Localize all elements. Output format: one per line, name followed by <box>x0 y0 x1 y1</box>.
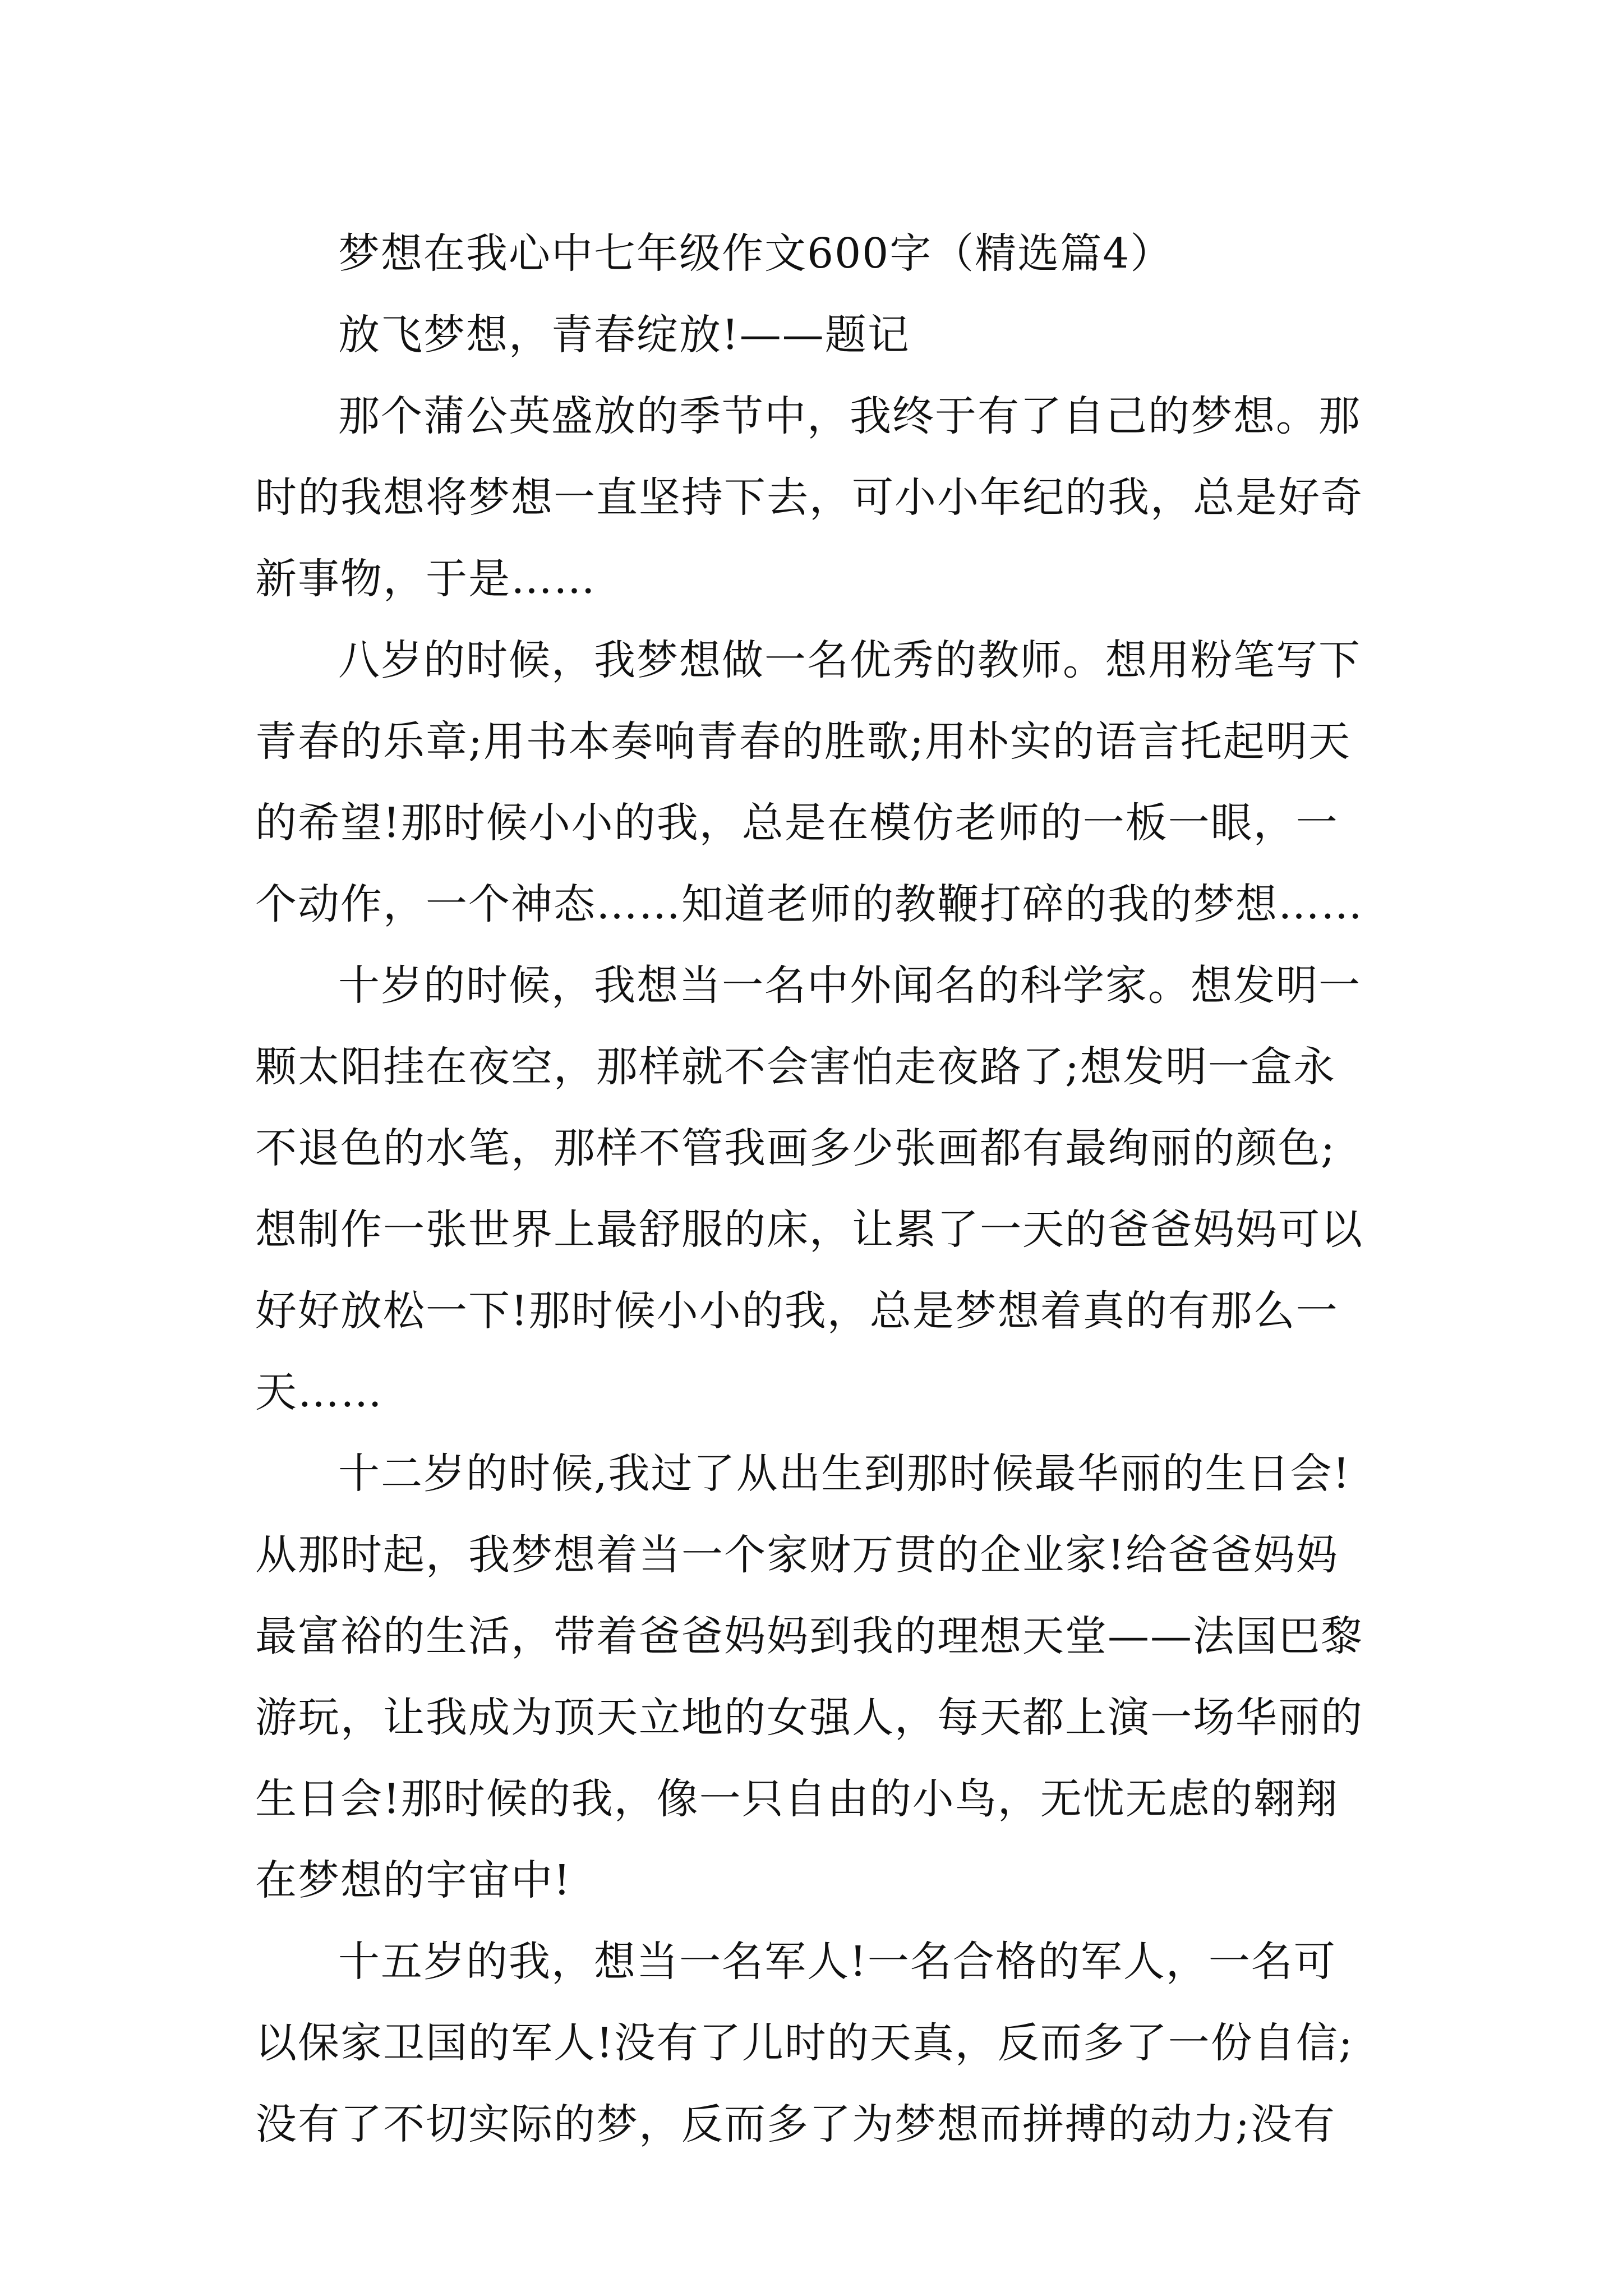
document-page <box>255 213 1388 2165</box>
paragraph-line: 十五岁的我，想当一名军人!一名合格的军人，一名可 <box>338 1938 1336 1986</box>
paragraph-line: 那个蒲公英盛放的季节中，我终于有了自己的梦想。那 <box>338 392 1361 440</box>
paragraph-line: 游玩，让我成为顶天立地的女强人，每天都上演一场华丽的 <box>255 1694 1363 1742</box>
document-subtitle: 放飞梦想，青春绽放!——题记 <box>338 311 910 359</box>
paragraph-line: 十岁的时候，我想当一名中外闻名的科学家。想发明一 <box>338 961 1361 1010</box>
paragraph-line: 天…… <box>255 1368 383 1416</box>
paragraph-line: 八岁的时候，我梦想做一名优秀的教师。想用粉笔写下 <box>338 636 1361 684</box>
paragraph-line: 新事物，于是…… <box>255 555 596 603</box>
paragraph-line: 好好放松一下!那时候小小的我，总是梦想着真的有那么一 <box>255 1287 1339 1335</box>
paragraph-2 <box>255 620 1388 945</box>
paragraph-line: 从那时起，我梦想着当一个家财万贯的企业家!给爸爸妈妈 <box>255 1531 1339 1579</box>
paragraph-4 <box>255 1433 1388 1921</box>
paragraph-line: 没有了不切实际的梦，反而多了为梦想而拼搏的动力;没有 <box>255 2100 1336 2148</box>
paragraph-3 <box>255 945 1388 1433</box>
paragraph-line: 颗太阳挂在夜空，那样就不会害怕走夜路了;想发明一盒永 <box>255 1043 1336 1091</box>
paragraph-line: 生日会!那时候的我，像一只自由的小鸟，无忧无虑的翱翔 <box>255 1775 1339 1823</box>
paragraph-line: 青春的乐章;用书本奏响青春的胜歌;用朴实的语言托起明天 <box>255 717 1351 766</box>
paragraph-line: 想制作一张世界上最舒服的床，让累了一天的爸爸妈妈可以 <box>255 1205 1363 1254</box>
paragraph-line: 时的我想将梦想一直坚持下去，可小小年纪的我，总是好奇 <box>255 473 1363 522</box>
paragraph-line: 最富裕的生活，带着爸爸妈妈到我的理想天堂——法国巴黎 <box>255 1612 1363 1660</box>
paragraph-5 <box>255 1921 1388 2165</box>
paragraph-line: 的希望!那时候小小的我，总是在模仿老师的一板一眼，一 <box>255 799 1339 847</box>
paragraph-line: 在梦想的宇宙中! <box>255 1856 571 1904</box>
paragraph-line: 不退色的水笔，那样不管我画多少张画都有最绚丽的颜色; <box>255 1124 1336 1172</box>
paragraph-line: 十二岁的时候,我过了从出生到那时候最华丽的生日会! <box>338 1450 1351 1498</box>
document-title: 梦想在我心中七年级作文600字（精选篇4） <box>338 229 1173 278</box>
paragraph-line: 以保家卫国的军人!没有了儿时的天真，反而多了一份自信; <box>255 2019 1354 2067</box>
paragraph-1 <box>255 376 1388 620</box>
paragraph-line: 个动作，一个神态……知道老师的教鞭打碎的我的梦想…… <box>255 880 1363 928</box>
